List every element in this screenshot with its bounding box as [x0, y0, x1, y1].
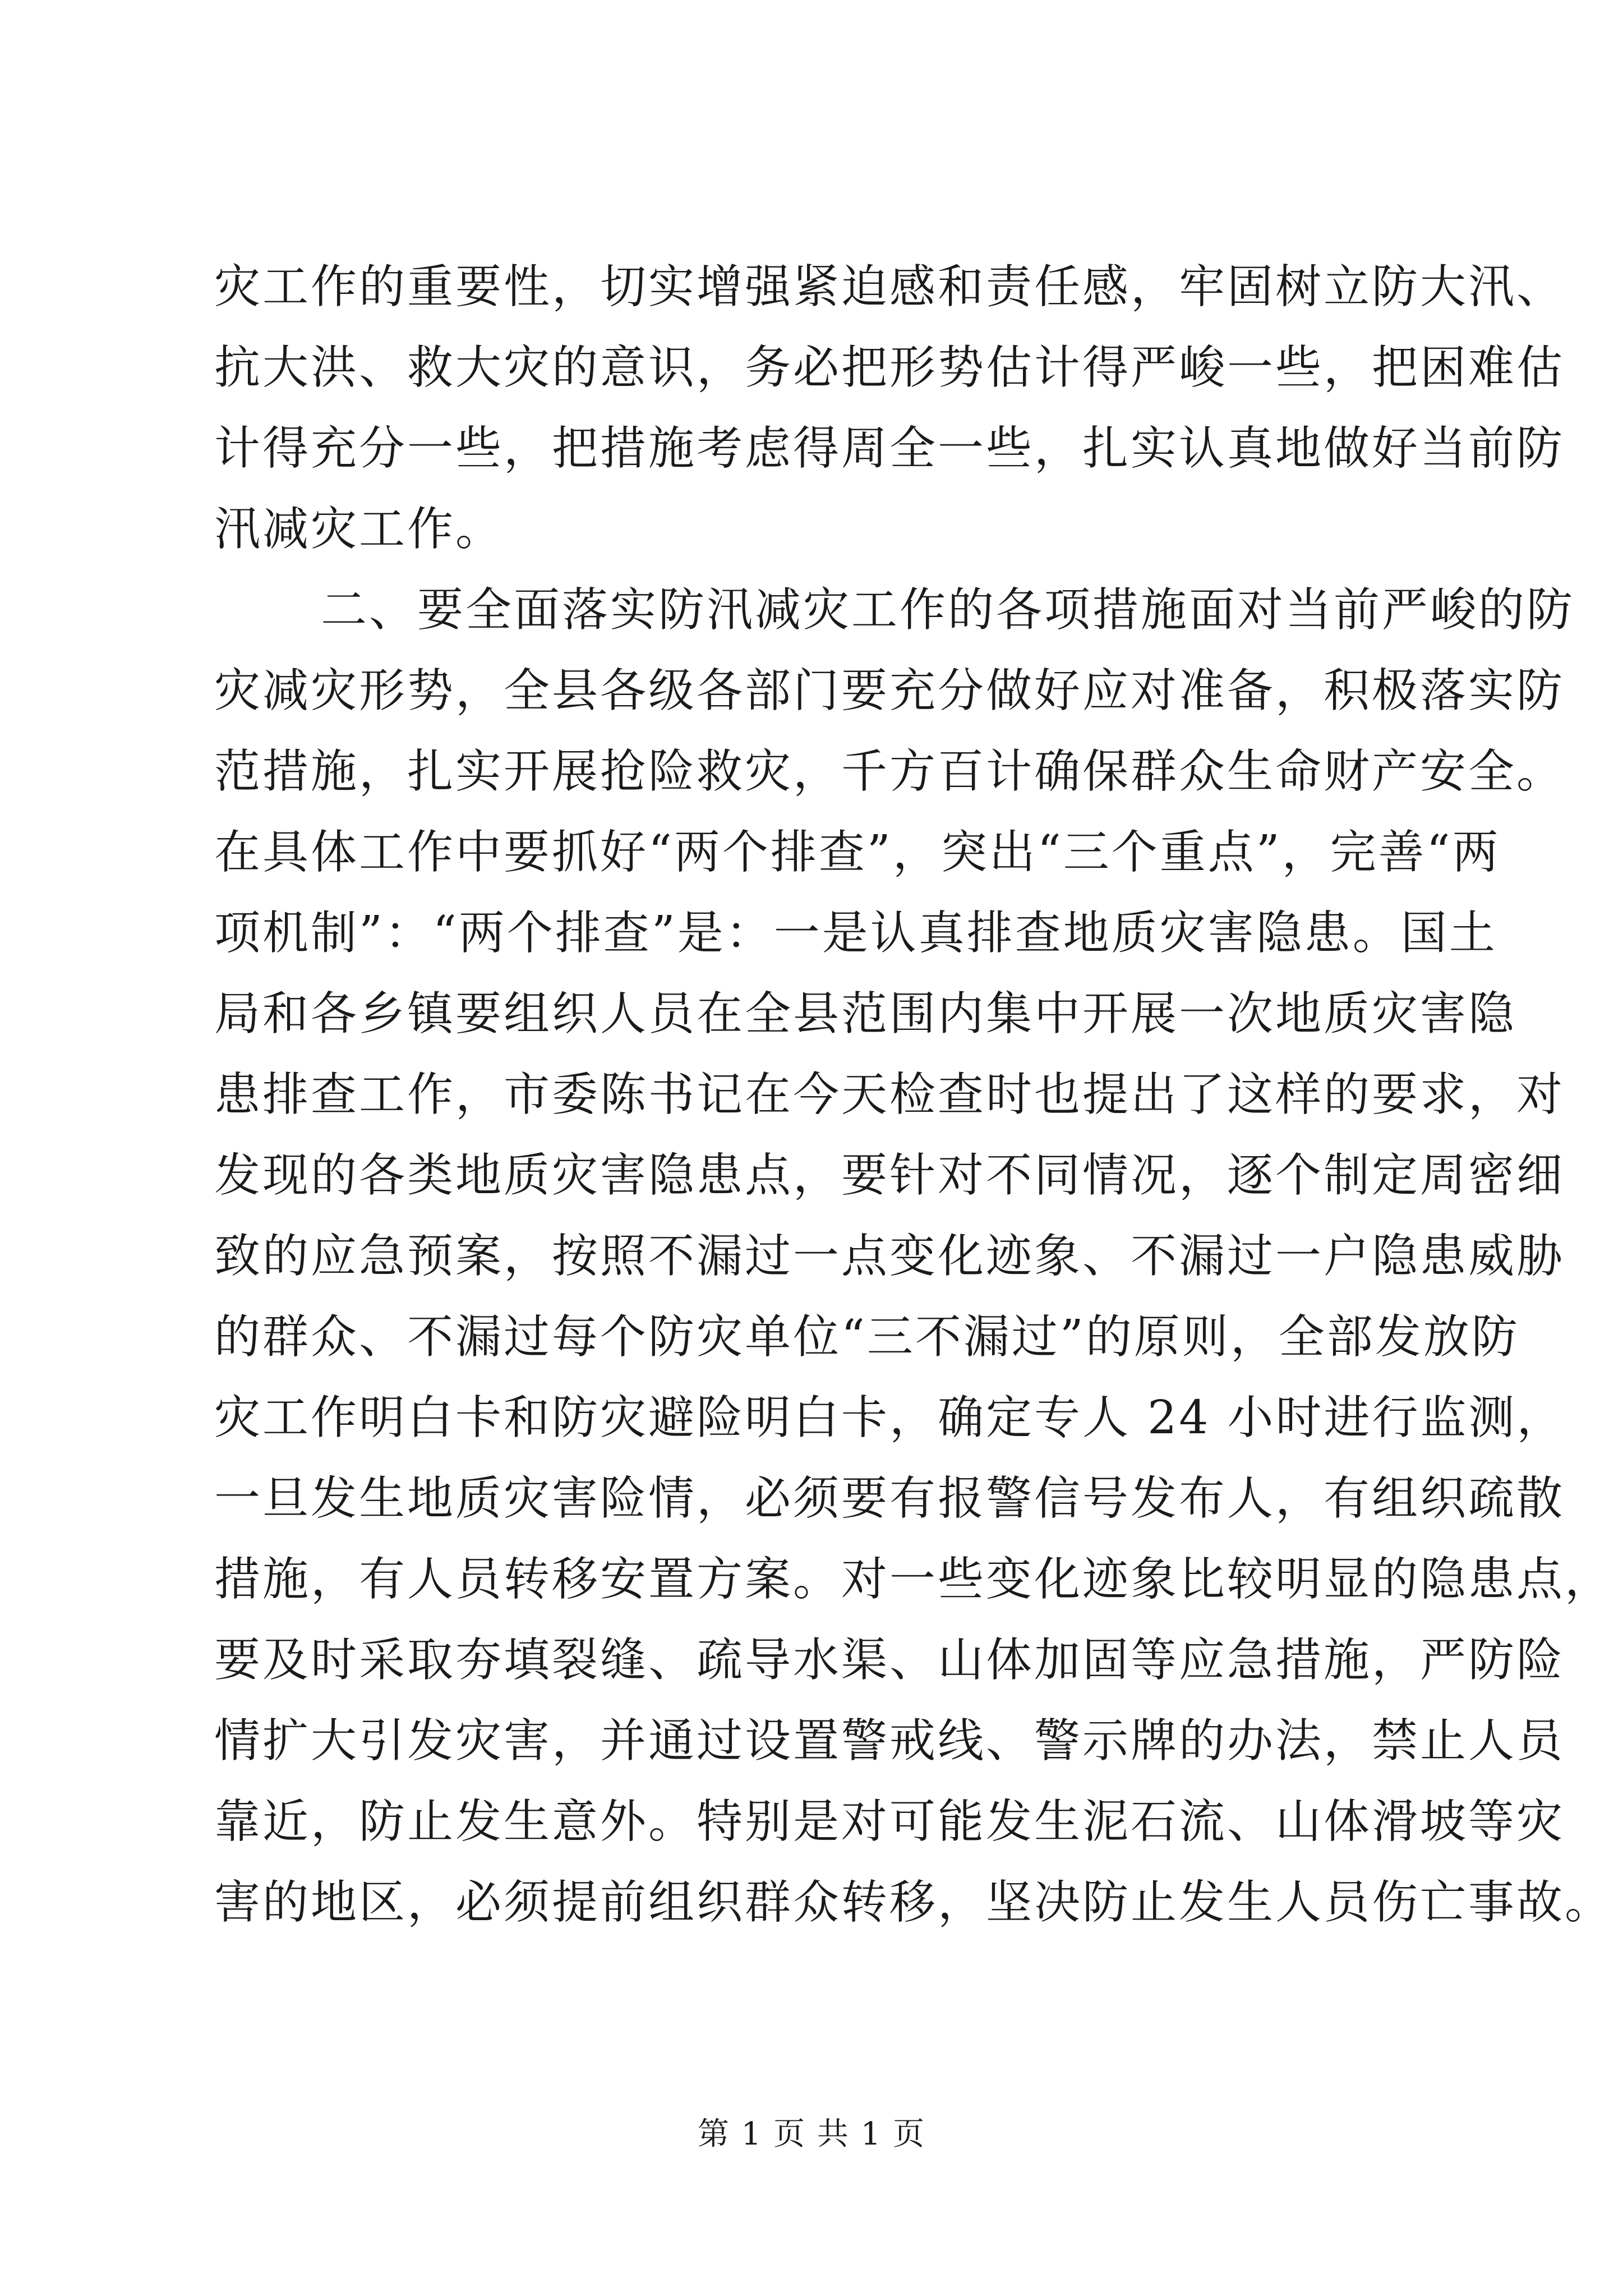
- text-line: 害的地区，必须提前组织群众转移，坚决防止发生人员伤亡事故。: [214, 1876, 1613, 1929]
- text-line: 灾工作的重要性，切实增强紧迫感和责任感，牢固树立防大汛、: [214, 260, 1565, 314]
- text-line: 汛减灾工作。: [214, 503, 504, 556]
- text-line: 项机制”：“两个排查”是：一是认真排查地质灾害隐患。国土: [214, 907, 1497, 960]
- text-line: 范措施，扎实开展抢险救灾，千方百计确保群众生命财产安全。: [214, 745, 1565, 798]
- text-line: 情扩大引发灾害，并通过设置警戒线、警示牌的办法，禁止人员: [214, 1714, 1565, 1768]
- text-line: 发现的各类地质灾害隐患点，要针对不同情况，逐个制定周密细: [214, 1149, 1565, 1202]
- page-number-footer: 第 1 页 共 1 页: [697, 2116, 926, 2152]
- text-line: 的群众、不漏过每个防灾单位“三不漏过”的原则，全部发放防: [214, 1310, 1520, 1364]
- text-line: 患排查工作，市委陈书记在今天检查时也提出了这样的要求，对: [214, 1068, 1565, 1121]
- text-line: 要及时采取夯填裂缝、疏导水渠、山体加固等应急措施，严防险: [214, 1634, 1565, 1687]
- text-line: 局和各乡镇要组织人员在全县范围内集中开展一次地质灾害隐: [214, 987, 1517, 1041]
- text-line: 靠近，防止发生意外。特别是对可能发生泥石流、山体滑坡等灾: [214, 1795, 1565, 1848]
- text-line: 灾减灾形势，全县各级各部门要充分做好应对准备，积极落实防: [214, 664, 1565, 717]
- text-line: 在具体工作中要抓好“两个排查”，突出“三个重点”，完善“两: [214, 826, 1501, 879]
- text-line: 致的应急预案，按照不漏过一点变化迹象、不漏过一户隐患威胁: [214, 1230, 1565, 1283]
- document-body: [214, 247, 1613, 1943]
- paragraph-start-line: 二、要全面落实防汛减灾工作的各项措施面对当前严峻的防: [321, 583, 1575, 637]
- text-line: 一旦发生地质灾害险情，必须要有报警信号发布人，有组织疏散: [214, 1472, 1565, 1525]
- text-line: 灾工作明白卡和防灾避险明白卡，确定专人 24 小时进行监测，: [214, 1391, 1565, 1444]
- text-line: 措施，有人员转移安置方案。对一些变化迹象比较明显的隐患点，: [214, 1553, 1613, 1606]
- text-line: 计得充分一些，把措施考虑得周全一些，扎实认真地做好当前防: [214, 422, 1565, 475]
- text-line: 抗大洪、救大灾的意识，务必把形势估计得严峻一些，把困难估: [214, 341, 1565, 394]
